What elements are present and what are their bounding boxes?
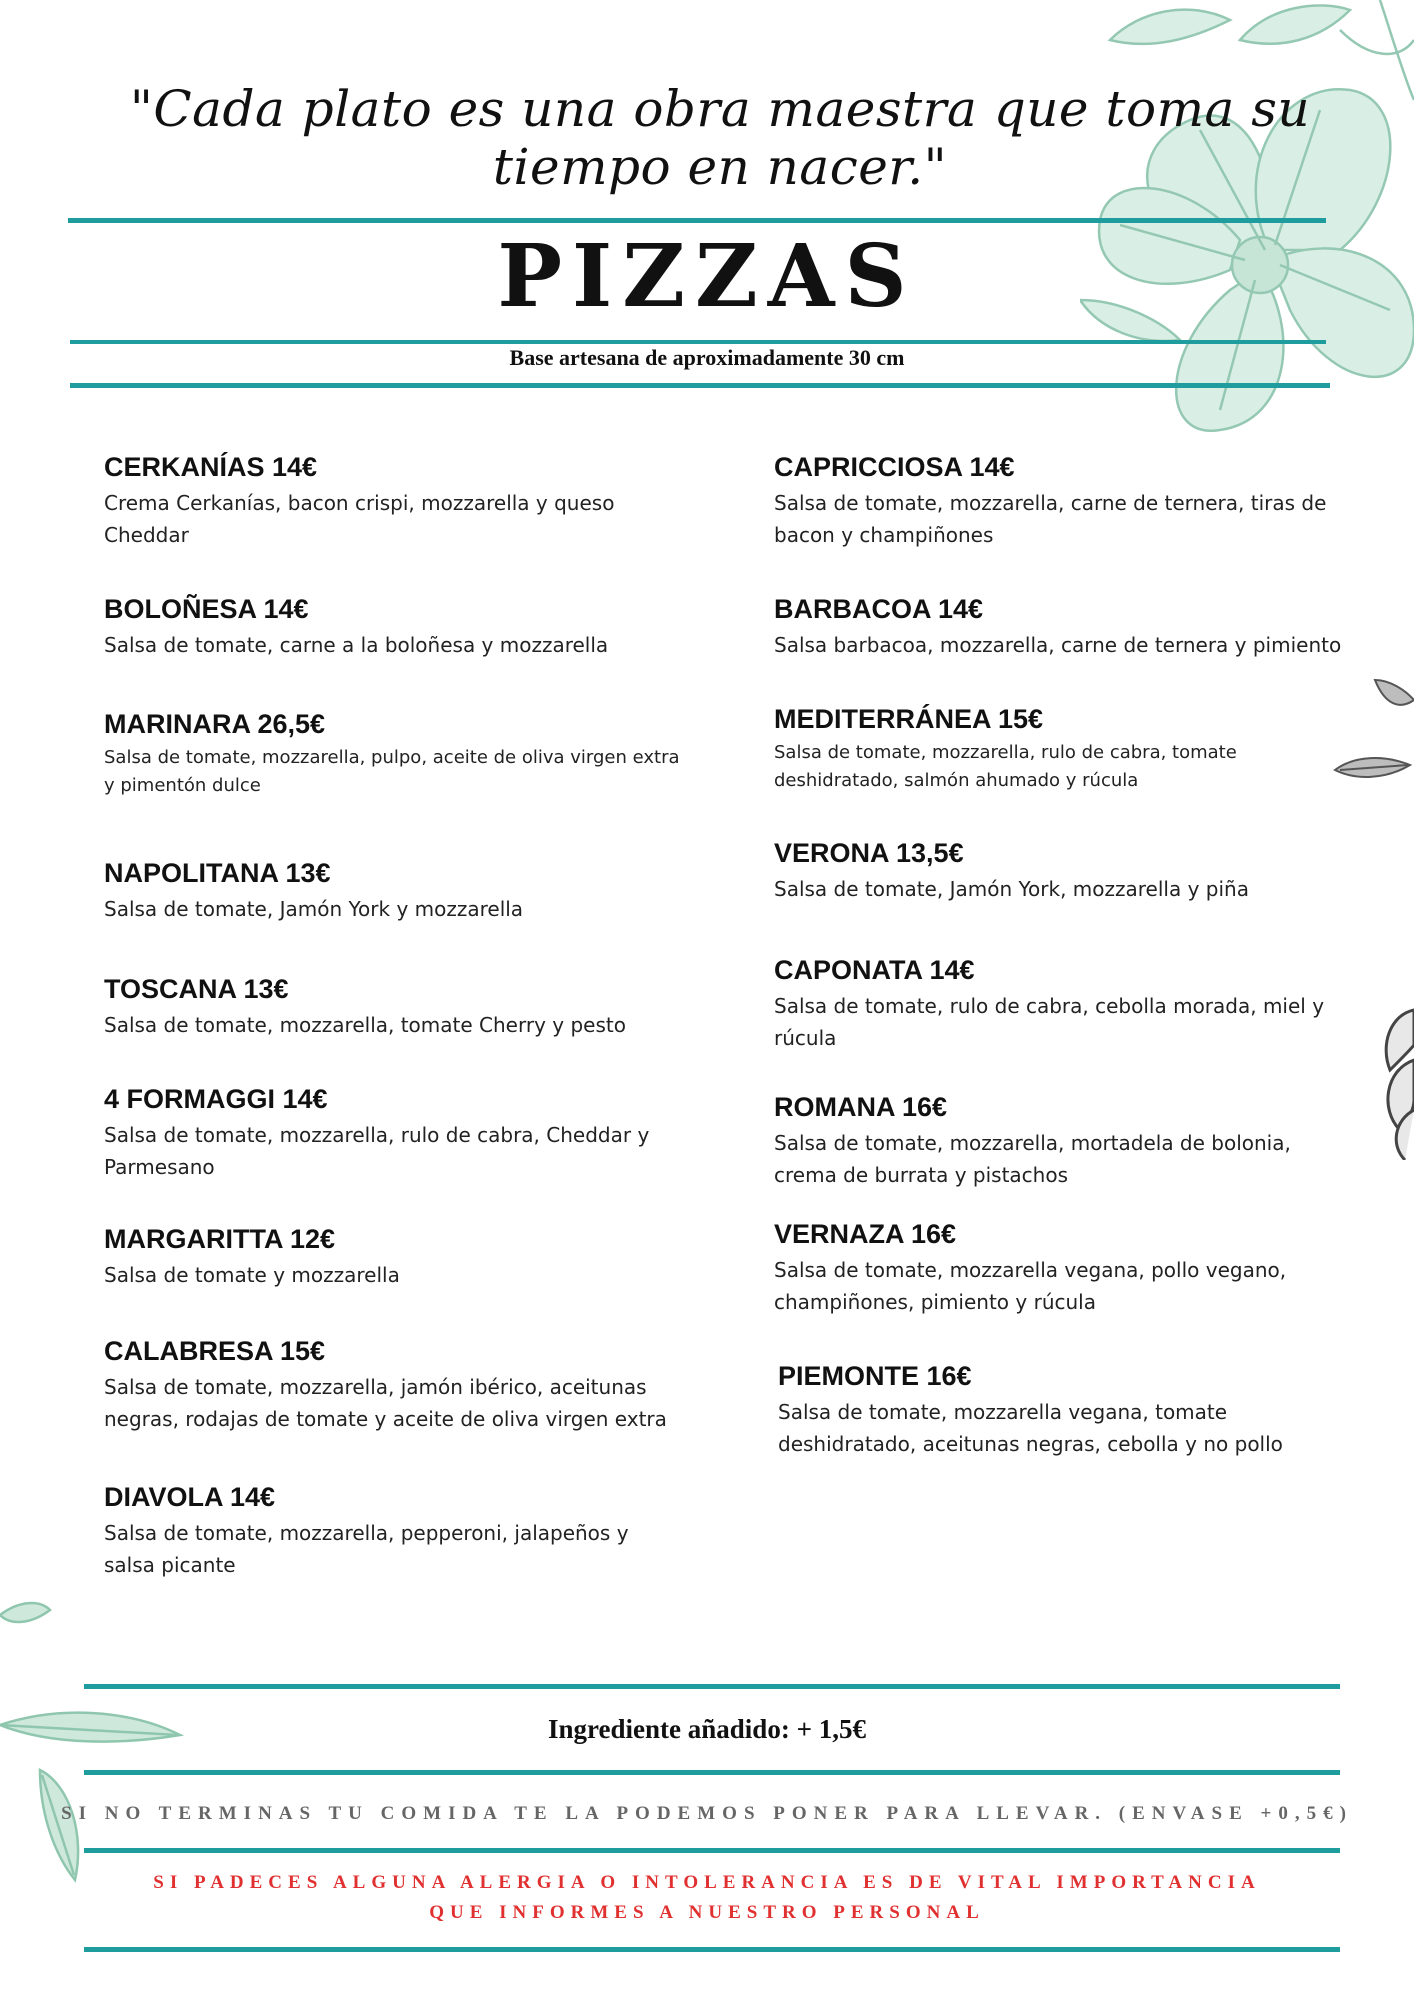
menu-item-desc: Salsa de tomate, mozzarella, rulo de cabra, tomate deshidratado, salmón ahumado y rúcula: [774, 742, 1237, 791]
menu-item: [104, 1082, 684, 1183]
takeaway-notice: SI NO TERMINAS TU COMIDA TE LA PODEMOS PONER PARA LLEVAR. (ENVASE +0,5€): [61, 1803, 1353, 1824]
menu-item: [774, 592, 1354, 661]
menu-item-name: MARINARA 26,5€: [104, 709, 326, 739]
menu-item-desc: Crema Cerkanías, bacon crispi, mozzarella y queso Cheddar: [104, 491, 615, 547]
footer-mid-rule: [84, 1770, 1340, 1775]
menu-item-desc: Salsa de tomate, carne a la boloñesa y mozzarella: [104, 633, 609, 657]
menu-item-name: CERKANÍAS 14€: [104, 452, 318, 482]
menu-item: [774, 1217, 1354, 1318]
menu-item-desc: Salsa de tomate, Jamón York y mozzarella: [104, 897, 524, 921]
menu-item-desc: Salsa de tomate, mozzarella, carne de ternera, tiras de bacon y champiñones: [774, 491, 1327, 547]
menu-item: [104, 856, 684, 925]
menu-item-name: CAPONATA 14€: [774, 955, 975, 985]
menu-item-desc: Salsa de tomate, mozzarella, pulpo, aceite de oliva virgen extra y pimentón dulce: [104, 747, 680, 796]
header-bottom-rule: [70, 383, 1330, 388]
menu-item-name: MEDITERRÁNEA 15€: [774, 704, 1044, 734]
header-mid-rule: [70, 340, 1326, 344]
menu-item: [104, 1334, 684, 1435]
menu-item: [778, 1359, 1358, 1460]
menu-item-name: NAPOLITANA 13€: [104, 858, 331, 888]
menu-item-name: VERONA 13,5€: [774, 838, 964, 868]
menu-item: [104, 972, 684, 1041]
menu-item-name: ROMANA 16€: [774, 1092, 948, 1122]
menu-item: [774, 450, 1354, 551]
menu-item-desc: Salsa de tomate, Jamón York, mozzarella y piña: [774, 877, 1249, 901]
menu-item: [774, 953, 1354, 1054]
menu-item-desc: Salsa de tomate y mozzarella: [104, 1263, 400, 1287]
menu-item: [774, 836, 1354, 905]
page-subtitle: Base artesana de aproximadamente 30 cm: [509, 345, 905, 370]
menu-item: [104, 1222, 684, 1291]
allergy-notice: [140, 1868, 1274, 1928]
menu-item-name: PIEMONTE 16€: [778, 1361, 972, 1391]
menu-item-name: BOLOÑESA 14€: [104, 594, 309, 624]
menu-item: [104, 1480, 684, 1581]
menu-item: [104, 592, 684, 661]
menu-item-desc: Salsa de tomate, mozzarella, pepperoni, jalapeños y salsa picante: [104, 1521, 629, 1577]
footer-top-rule: [84, 1684, 1340, 1689]
menu-item: [774, 1090, 1354, 1191]
header-top-rule: [68, 218, 1326, 223]
menu-item-desc: Salsa barbacoa, mozzarella, carne de ternera y pimiento: [774, 633, 1342, 657]
menu-item-name: VERNAZA 16€: [774, 1219, 957, 1249]
menu-item-name: CAPRICCIOSA 14€: [774, 452, 1015, 482]
menu-item-name: 4 FORMAGGI 14€: [104, 1084, 328, 1114]
menu-item-name: TOSCANA 13€: [104, 974, 289, 1004]
menu-item-name: DIAVOLA 14€: [104, 1482, 276, 1512]
allergy-notice-line-1: SI PADECES ALGUNA ALERGIA O INTOLERANCIA ES DE VITAL IMPORTANCIA: [153, 1872, 1261, 1893]
extra-ingredient-price: Ingrediente añadido: + 1,5€: [548, 1714, 866, 1744]
allergy-notice-line-2: QUE INFORMES A NUESTRO PERSONAL: [429, 1902, 985, 1923]
menu-item-desc: Salsa de tomate, mozzarella vegana, tomate deshidratado, aceitunas negras, cebolla y no pollo: [778, 1400, 1283, 1456]
menu-item: [774, 702, 1354, 795]
menu-item-desc: Salsa de tomate, mozzarella, tomate Cherry y pesto: [104, 1013, 626, 1037]
menu-item-desc: Salsa de tomate, rulo de cabra, cebolla morada, miel y rúcula: [774, 994, 1325, 1050]
menu-item-name: MARGARITTA 12€: [104, 1224, 336, 1254]
footer-rule-3: [84, 1848, 1340, 1853]
footer-bottom-rule: [84, 1947, 1340, 1952]
page-title: PIZZAS: [497, 226, 917, 327]
menu-item-desc: Salsa de tomate, mozzarella, jamón ibérico, aceitunas negras, rodajas de tomate y aceite de oliva virgen extra: [104, 1375, 667, 1431]
menu-item: [104, 707, 684, 800]
menu-item: [104, 450, 684, 551]
grey-flower-icon: [1380, 1000, 1414, 1160]
menu-item-desc: Salsa de tomate, mozzarella, rulo de cabra, Cheddar y Parmesano: [104, 1123, 650, 1179]
quote-text: "Cada plato es una obra maestra que toma su tiempo en nacer.": [129, 80, 1311, 196]
menu-item-desc: Salsa de tomate, mozzarella, mortadela de bolonia, crema de burrata y pistachos: [774, 1131, 1291, 1187]
menu-item-name: BARBACOA 14€: [774, 594, 984, 624]
menu-item-name: CALABRESA 15€: [104, 1336, 326, 1366]
menu-item-desc: Salsa de tomate, mozzarella vegana, pollo vegano, champiñones, pimiento y rúcula: [774, 1258, 1287, 1314]
